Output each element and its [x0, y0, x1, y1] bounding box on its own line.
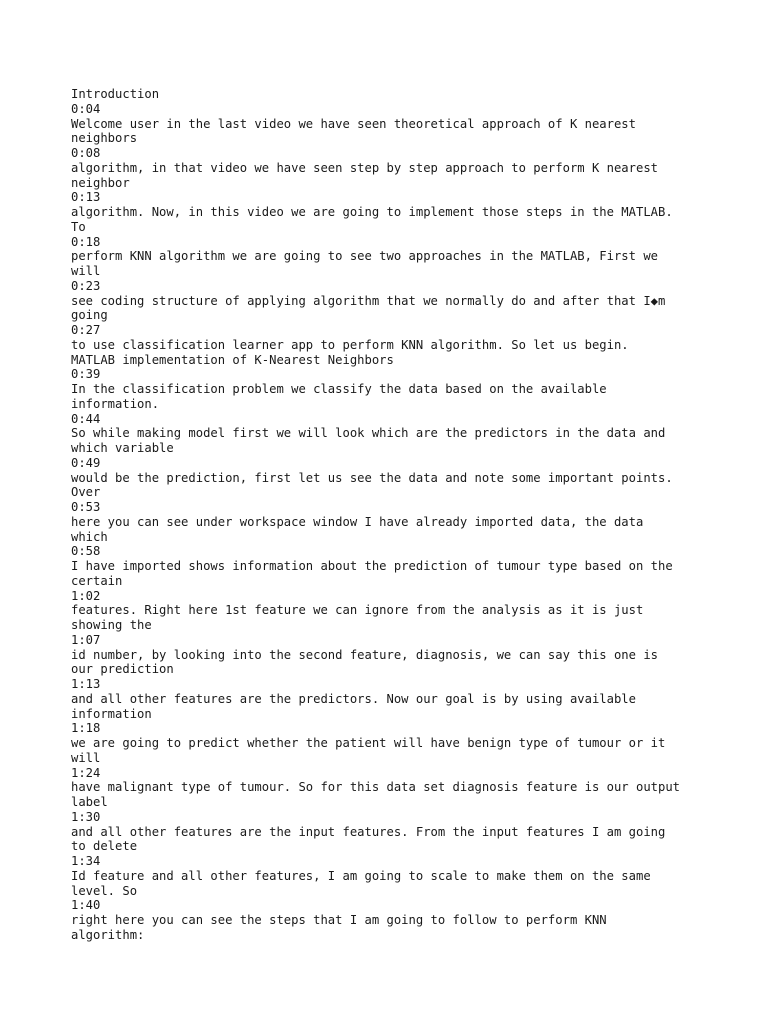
transcript-line: 1:34 — [71, 854, 101, 868]
transcript-line: id number, by looking into the second feature, diagnosis, we can say this one is — [71, 647, 658, 662]
transcript-line: going — [71, 308, 108, 323]
transcript-line: algorithm: — [71, 927, 145, 942]
transcript-line: algorithm, in that video we have seen step by step approach to perform K nearest — [71, 160, 658, 175]
transcript-line: here you can see under workspace window I have already imported data, the data — [71, 514, 644, 529]
transcript-line: To — [71, 219, 86, 234]
transcript-line: information — [71, 706, 152, 721]
transcript-line: which variable — [71, 441, 174, 455]
transcript-line: information. — [71, 396, 160, 411]
transcript-line: to use classification learner app to perform KNN algorithm. So let us begin. — [71, 337, 629, 352]
transcript-line: features. Right here 1st feature we can ignore from the analysis as it is just — [71, 603, 644, 618]
transcript-line: neighbors — [71, 131, 138, 146]
transcript-line: 1:40 — [71, 898, 101, 913]
transcript-line: 0:04 — [71, 101, 101, 116]
transcript-line: 1:13 — [71, 677, 101, 691]
transcript-line: 0:44 — [71, 411, 101, 426]
transcript-line: 0:49 — [71, 455, 101, 470]
transcript-line: So while making model first we will look which are the predictors in the data and — [71, 426, 666, 441]
transcript-line: see coding structure of applying algorithm that we normally do and after that I◆m — [71, 293, 666, 308]
transcript-line: we are going to predict whether the patient will have benign type of tumour or it — [71, 736, 666, 750]
transcript-line: algorithm. Now, in this video we are going to implement those steps in the MATLAB. — [71, 205, 673, 219]
transcript-line: perform KNN algorithm we are going to see two approaches in the MATLAB, First we — [71, 249, 658, 264]
transcript-line: have malignant type of tumour. So for this data set diagnosis feature is our output — [71, 780, 681, 795]
transcript-document — [71, 87, 711, 943]
transcript-line: Id feature and all other features, I am going to scale to make them on the same — [71, 868, 651, 883]
transcript-line: will — [71, 750, 101, 765]
transcript-line: 0:23 — [71, 278, 101, 293]
transcript-line: MATLAB implementation of K-Nearest Neighbors — [71, 352, 394, 367]
transcript-line: 0:27 — [71, 323, 101, 337]
transcript-line: 1:07 — [71, 632, 101, 647]
transcript-line: to delete — [71, 839, 138, 854]
transcript-line: 1:30 — [71, 809, 101, 824]
transcript-line: 1:18 — [71, 721, 101, 736]
transcript-line: will — [71, 264, 101, 278]
transcript-line: 1:02 — [71, 588, 101, 603]
transcript-line: and all other features are the input features. From the input features I am going — [71, 824, 666, 839]
transcript-line: neighbor — [71, 175, 130, 190]
transcript-line: 1:24 — [71, 765, 101, 780]
transcript-line: 0:13 — [71, 190, 101, 205]
transcript-line: our prediction — [71, 662, 174, 677]
transcript-line: In the classification problem we classify the data based on the available — [71, 382, 607, 396]
transcript-line: level. So — [71, 883, 138, 898]
transcript-line: I have imported shows information about the prediction of tumour type based on the — [71, 559, 673, 573]
transcript-line: which — [71, 529, 108, 544]
transcript-line: certain — [71, 573, 123, 588]
transcript-line: Introduction — [71, 87, 160, 101]
transcript-line: 0:08 — [71, 146, 101, 160]
transcript-line: 0:53 — [71, 500, 101, 514]
transcript-line: label — [71, 795, 108, 809]
transcript-line: 0:58 — [71, 544, 101, 559]
transcript-line: 0:18 — [71, 234, 101, 249]
transcript-line: would be the prediction, first let us see the data and note some important points. — [71, 470, 673, 485]
transcript-line: 0:39 — [71, 367, 101, 382]
transcript-line: and all other features are the predictors. Now our goal is by using available — [71, 691, 636, 706]
transcript-line: Over — [71, 485, 101, 500]
transcript-line: right here you can see the steps that I am going to follow to perform KNN — [71, 913, 607, 927]
transcript-line: Welcome user in the last video we have seen theoretical approach of K nearest — [71, 116, 636, 131]
transcript-line: showing the — [71, 618, 152, 632]
